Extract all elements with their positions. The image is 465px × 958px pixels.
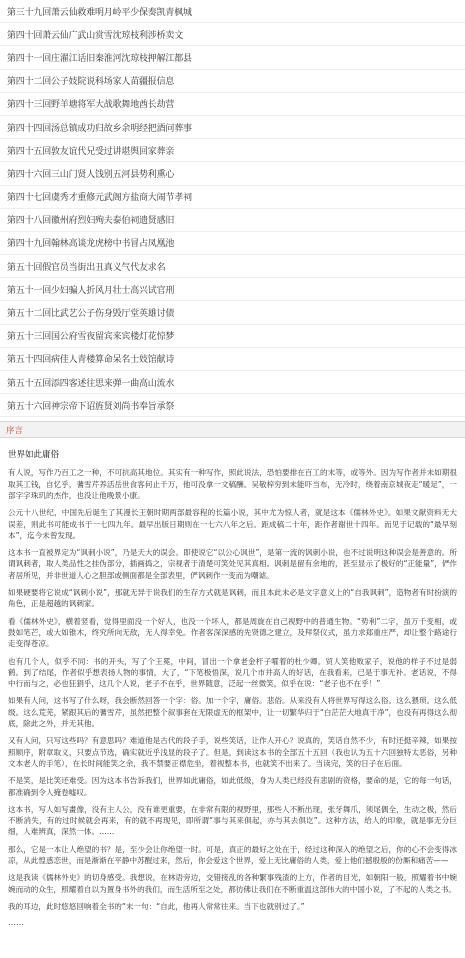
preface-body <box>0 438 465 927</box>
preface-paragraph: 有人说，写作乃百工之一种，不可抗高其地位。其实有一种写作，照此说法，恐怕要排在百工的末等，或等外。因为写作者并未如期很取其工钱，自忆乎，蓍雪芹养活岳世食客何止千万，他可没拿一文稿酬。吴敬梓穷到未能吓当布，无冷时，绕着南京城夜走“暖足”，一部字字珠玑的杰作，也没让他晚景小康。 <box>8 468 457 500</box>
toc-item[interactable]: 第四十五回敦友谊代兄受过讲堪舆回家葬亲 <box>0 139 465 162</box>
toc-item[interactable]: 第四十一回庄濯江话旧秦淮河沈琼枝押解江都县 <box>0 46 465 69</box>
toc-item[interactable]: 第四十九回翰林高谈龙虎榜中书冒占凤凰池 <box>0 232 465 255</box>
toc-item[interactable]: 第四十六回三山门贤人饯别五河县势利熏心 <box>0 162 465 185</box>
preface-paragraph: 那么，它是一本让人绝望的书？是，至少会让你绝望一时。可是，真正的最好之处在于，经过这种深入的绝望之后，你的心不会变得冰凉，从此惶惑恋世，而是渐渐在平静中苏醒过来，然后，你会爱这个世界，爱上无比庸俗的人类，爱上他们撼殷殷的份厮和痛苦—— <box>8 844 457 865</box>
toc-item[interactable]: 第五十一回少妇骗人折风月壮士高兴试官刑 <box>0 278 465 301</box>
toc-item[interactable]: 第五十五回添四客述往思来弹一曲高山流水 <box>0 371 465 394</box>
preface-paragraph: 我的耳边，此时悠悠回响着全书的“末一句：“自此，他再人常常往来。当下也就别过了。” <box>8 901 305 911</box>
preface-paragraph: 这本书，写人如写畫像，没有主人公，没有谁更重要，在非常有限的视野里，那些人不断出现，张牙舞爪，须尾偶全，生动之极，然后不断消失，有的过时候就会再来，有的就不再现见，即所谓“事与其来俱起，亦与其去俱讫”。这种方法，给人的印象，就是事无分巨细，人难辨真，深然一体。…… <box>8 804 457 837</box>
toc-item[interactable]: 第五十回假官员当街出丑真义气代友求名 <box>0 255 465 278</box>
preface-paragraph: 如果硬要将它说成“讽刺小说”，那就无异于说我们的生存方式就是讽刺，而且本此未必是文字意义上的“自我讽刺”，造物者有时扮演的角色，正是超越的讽刺家。 <box>8 588 457 609</box>
preface-title: 世界如此庸俗 <box>8 450 60 461</box>
preface-paragraph: 不是笑，是比笑还难受。因为这本书告诉我们，世界如此庸俗，如此低级，身为人类已经没有悲剧的资格，要命的是，它的每一句话，都准确到令人掩卷嘘叹。 <box>8 776 457 797</box>
toc-item[interactable]: 第五十二回比武艺公子伤身毁厅堂英雄讨债 <box>0 301 465 324</box>
preface-paragraph: 这是我读《儒林外史》的切身感受。我想说，在林语旁边，交错接乱的各种繁事残渣的上方，作者的目光，如朝阳一般，照耀着书中婉婉而动的众生，照耀着自以为置身书外的我们，而生活所至之处，都彷佛让我们在不断重温这部伟大的中国小说，了不起的人类之书。 <box>8 873 457 894</box>
toc-item[interactable]: 第四十三回野羊塘将军大战歌舞地酋长劫营 <box>0 93 465 116</box>
preface-paragraph: 如果有人问，这书写了什么呀，我会断然回答一个字：俗。加一个字，庸俗。悲俗。从来没有人将世界写得这么俗。这么猥琐。这么低级。这么荒芜，紧跟其后的蓍雪芹，虽然把整个叙事套在无限虚无的框架中，让一切繁华归于“白茫茫大地真干净”，也没有再得这么彻底，除此之外，并无其他。 <box>8 696 457 729</box>
toc-item[interactable]: 第五十四回病佳人青楼算命呆名士妓馆献诗 <box>0 348 465 371</box>
toc-item[interactable]: 第四十回萧云仙广武山赏雪沈琼枝利涉桥卖文 <box>0 23 465 46</box>
toc-item[interactable]: 第三十九回萧云仙救难明月岭平少保奏凯青枫城 <box>0 0 465 23</box>
preface-ellipsis: …… <box>8 918 24 928</box>
section-header-label: 序言 <box>6 425 24 436</box>
preface-paragraph: 公元十八世纪，中国先后诞生了其漫长王朝时期两部最容程的长篇小说，其中尤为惊人者，就是这本《儒林外史》。如果文献资料无大误差，则此书可能成书于一七四九年。最早出版日期则在一七六八年之后。距成稿二十年，距作者谢世十四年。而见于记载的“最早刻本”，迄今未曾发现。 <box>8 508 457 540</box>
section-header-preface <box>0 421 465 438</box>
toc-item[interactable]: 第五十三回国公府雪夜留宾来宾楼灯花惊梦 <box>0 325 465 348</box>
preface-paragraph: 也有几个人，似乎不同：书的开头，写了个王冕，中间，冒出一个拿老金杆子嚯着的杜少卿。贸人笑他败家子，说他的样子不过是弱鹤。到了结尾，作者似乎想表扬人物的事情，大了，“下笔极悟深，说几个市井高人的好话，在我看来，已是于事无补。老话说，不得中行而与之，必也狂狷乎，这几个人说，老子不在乎，世界随意，泛起一丝微笑，似乎在说：“老子也不在乎！” <box>8 656 457 689</box>
toc-item[interactable]: 第四十八回徽州府烈妇殉夫泰伯祠遗贤感旧 <box>0 209 465 232</box>
toc-item[interactable]: 第四十四回汤总镇成功归故乡余明经把酒问葬事 <box>0 116 465 139</box>
toc-item[interactable]: 第四十七回虞秀才重修元武阁方盐商大闹节孝祠 <box>0 186 465 209</box>
toc-list <box>0 0 465 417</box>
preface-paragraph: 这本书一直被界定为“讽刺小说”，乃是天大的误会。即使说它“以公心讽世”，是第一流的讽刺小说，也不过说明这种误会是善意的。所谓讽刺者，取人类品性之挂伪部分，插画捣之，宗视者于清楚可笑处见其真相。讽刺是留有余地的，甚至显示了极好的“正能量”，俨作者居所见，并非世道人心之胆部或侧面都是全部表里，俨讽刺作一变而为嘲谑。 <box>8 548 457 580</box>
preface-paragraph: 又有人问，只写这些吗？有意思吗？难道他是古代的段子手，说些笑话，让作人开心？说真的，笑话自然不少，有时还挺辛辣，如果按照顺序，附章取义，只要点节选，确实就近乎浅显的段子了。但是，到读这本书的全部五十五回（我也认为五十六回独特太恶俗，另种文本老人的手笔），在长时间能笑之余，我不禁要正襟危坐，着视整本书，也就笑不出来了。当读完，笑的日子在后面。 <box>8 736 457 768</box>
preface-paragraphs <box>8 467 457 912</box>
preface-paragraph: 看《儒林外史》，横着竖看，觉得里面没一个好人，也没一个坏人，都是周旋在自己视野中的普通生物。“势利”二字，虽万千变相，或鼓如笔芒，或大如锥木，终究所向无敌，无人得幸免。作者客深深感的先贤德之建立，及拜祭仪式，虽力求郑重庄严，却让整个路途行走变得苍凉。 <box>8 616 457 649</box>
toc-item[interactable]: 第四十二回公子妓院说科场家人苗疆报信息 <box>0 70 465 93</box>
toc-item[interactable]: 第五十六回神宗帝下诏旌贤刘尚书奉旨承祭 <box>0 394 465 417</box>
